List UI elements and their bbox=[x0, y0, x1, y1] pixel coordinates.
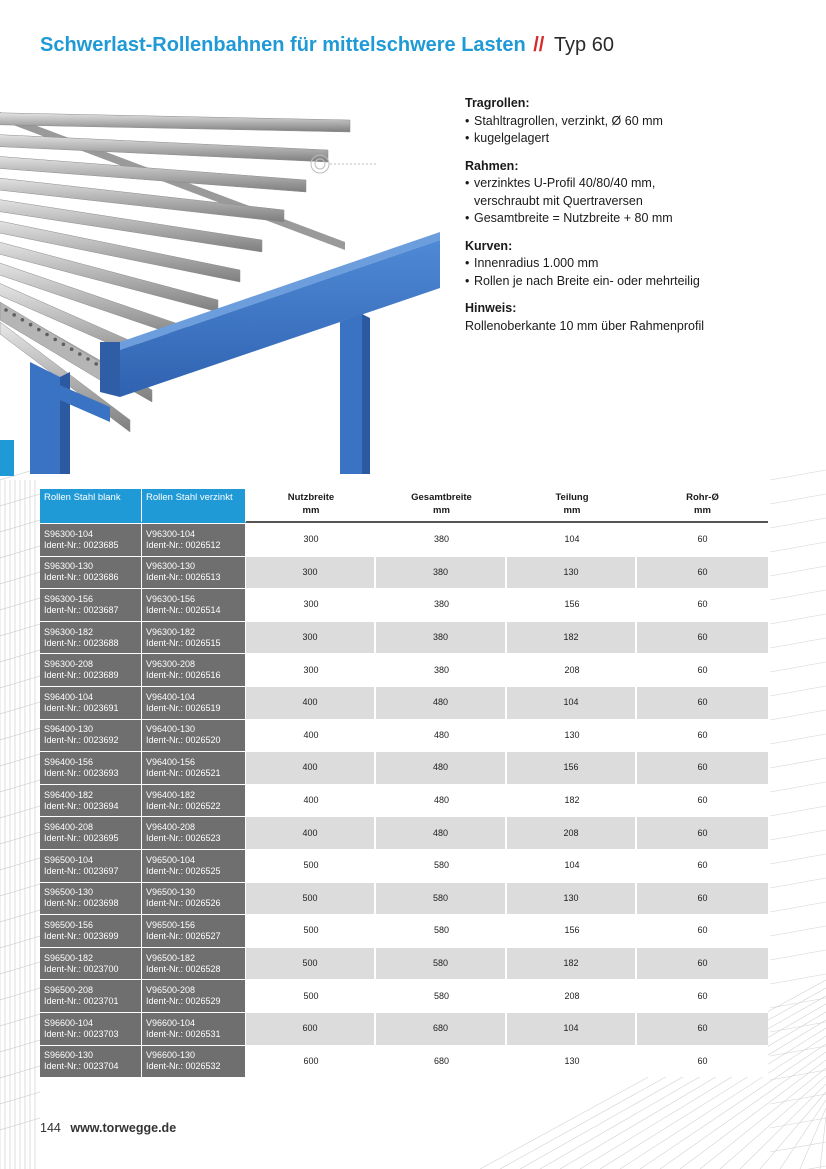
table-row bbox=[40, 588, 768, 621]
cell-gesamtbreite: 380 bbox=[376, 588, 507, 621]
spec-item bbox=[465, 175, 805, 210]
cell-article-verzinkt: V96400-130 Ident-Nr.: 0026520 bbox=[142, 719, 246, 752]
cell-article-verzinkt: V96500-130 Ident-Nr.: 0026526 bbox=[142, 882, 246, 915]
cell-nutzbreite: 400 bbox=[246, 686, 376, 719]
cell-article-blank: S96500-104 Ident-Nr.: 0023697 bbox=[40, 849, 142, 882]
cell-article-blank: S96600-130 Ident-Nr.: 0023704 bbox=[40, 1045, 142, 1078]
website-link[interactable]: www.torwegge.de bbox=[70, 1121, 177, 1135]
cell-gesamtbreite: 380 bbox=[376, 556, 507, 589]
cell-gesamtbreite: 580 bbox=[376, 979, 507, 1012]
cell-teilung: 156 bbox=[507, 588, 637, 621]
rail-hole bbox=[62, 343, 66, 347]
cell-gesamtbreite: 580 bbox=[376, 947, 507, 980]
cell-gesamtbreite: 580 bbox=[376, 882, 507, 915]
spec-heading-kurven: Kurven: bbox=[465, 238, 513, 253]
cell-teilung: 208 bbox=[507, 653, 637, 686]
specifications bbox=[465, 95, 805, 335]
cell-rohr: 60 bbox=[637, 621, 768, 654]
rail-hole bbox=[70, 347, 74, 351]
header-stahl-blank: Rollen Stahl blank bbox=[40, 489, 142, 523]
cell-article-blank: S96300-182 Ident-Nr.: 0023688 bbox=[40, 621, 142, 654]
cell-teilung: 104 bbox=[507, 523, 637, 556]
cell-article-blank: S96300-130 Ident-Nr.: 0023686 bbox=[40, 556, 142, 589]
cell-teilung: 182 bbox=[507, 784, 637, 817]
cell-nutzbreite: 400 bbox=[246, 816, 376, 849]
table-row bbox=[40, 947, 768, 980]
rail-hole bbox=[86, 357, 90, 361]
title-type: Typ 60 bbox=[553, 34, 614, 56]
rail-hole bbox=[45, 333, 49, 337]
cell-nutzbreite: 500 bbox=[246, 914, 376, 947]
product-table bbox=[40, 489, 768, 1077]
table-row bbox=[40, 523, 768, 556]
cell-gesamtbreite: 580 bbox=[376, 849, 507, 882]
cell-gesamtbreite: 380 bbox=[376, 523, 507, 556]
header-stahl-verzinkt: Rollen Stahl verzinkt bbox=[142, 489, 246, 523]
cell-teilung: 104 bbox=[507, 849, 637, 882]
header-teilung: Teilung mm bbox=[507, 489, 637, 523]
spec-item-multiline: verzinktes U-Profil 40/80/40 mm, verschraubt mit Quertraversen bbox=[474, 176, 656, 208]
table-row bbox=[40, 751, 768, 784]
roller bbox=[0, 133, 328, 162]
cell-gesamtbreite: 480 bbox=[376, 686, 507, 719]
cell-rohr: 60 bbox=[637, 1045, 768, 1078]
rail-hole bbox=[78, 352, 82, 356]
cell-nutzbreite: 400 bbox=[246, 751, 376, 784]
cell-gesamtbreite: 480 bbox=[376, 751, 507, 784]
header-nutzbreite: Nutzbreite mm bbox=[246, 489, 376, 523]
roller-conveyor-image bbox=[0, 92, 445, 474]
table-row bbox=[40, 784, 768, 817]
cell-rohr: 60 bbox=[637, 816, 768, 849]
roller bbox=[0, 112, 350, 132]
cell-article-verzinkt: V96500-208 Ident-Nr.: 0026529 bbox=[142, 979, 246, 1012]
cell-teilung: 130 bbox=[507, 719, 637, 752]
cell-article-verzinkt: V96300-130 Ident-Nr.: 0026513 bbox=[142, 556, 246, 589]
cell-article-verzinkt: V96300-156 Ident-Nr.: 0026514 bbox=[142, 588, 246, 621]
cell-nutzbreite: 600 bbox=[246, 1012, 376, 1045]
cell-rohr: 60 bbox=[637, 686, 768, 719]
table-row bbox=[40, 979, 768, 1012]
cell-nutzbreite: 400 bbox=[246, 784, 376, 817]
cell-article-blank: S96500-208 Ident-Nr.: 0023701 bbox=[40, 979, 142, 1012]
table-row bbox=[40, 556, 768, 589]
table-row bbox=[40, 882, 768, 915]
cell-teilung: 208 bbox=[507, 816, 637, 849]
cell-teilung: 104 bbox=[507, 1012, 637, 1045]
rail-hole bbox=[4, 308, 8, 312]
table-row bbox=[40, 816, 768, 849]
cell-article-blank: S96400-130 Ident-Nr.: 0023692 bbox=[40, 719, 142, 752]
cell-rohr: 60 bbox=[637, 784, 768, 817]
cell-article-verzinkt: V96600-130 Ident-Nr.: 0026532 bbox=[142, 1045, 246, 1078]
cell-teilung: 104 bbox=[507, 686, 637, 719]
cell-teilung: 130 bbox=[507, 1045, 637, 1078]
page-footer bbox=[40, 1121, 176, 1135]
cell-rohr: 60 bbox=[637, 882, 768, 915]
cell-teilung: 130 bbox=[507, 882, 637, 915]
rail-hole bbox=[29, 323, 33, 327]
header-gesamtbreite: Gesamtbreite mm bbox=[376, 489, 507, 523]
cell-article-verzinkt: V96400-156 Ident-Nr.: 0026521 bbox=[142, 751, 246, 784]
cell-rohr: 60 bbox=[637, 556, 768, 589]
cell-gesamtbreite: 680 bbox=[376, 1012, 507, 1045]
table-row bbox=[40, 686, 768, 719]
cell-gesamtbreite: 480 bbox=[376, 816, 507, 849]
cell-article-verzinkt: V96400-208 Ident-Nr.: 0026523 bbox=[142, 816, 246, 849]
cell-rohr: 60 bbox=[637, 588, 768, 621]
spec-note: Rollenoberkante 10 mm über Rahmenprofil bbox=[465, 318, 705, 333]
cell-gesamtbreite: 380 bbox=[376, 621, 507, 654]
cell-teilung: 156 bbox=[507, 751, 637, 784]
cell-nutzbreite: 600 bbox=[246, 1045, 376, 1078]
cell-teilung: 130 bbox=[507, 556, 637, 589]
table-row bbox=[40, 1045, 768, 1078]
cell-rohr: 60 bbox=[637, 849, 768, 882]
spec-heading-hinweis: Hinweis: bbox=[465, 301, 517, 315]
spec-item: • Innenradius 1.000 mm bbox=[465, 255, 805, 273]
cell-article-verzinkt: V96300-182 Ident-Nr.: 0026515 bbox=[142, 621, 246, 654]
spec-item: • Gesamtbreite = Nutzbreite + 80 mm bbox=[465, 210, 805, 228]
cell-nutzbreite: 300 bbox=[246, 588, 376, 621]
cell-rohr: 60 bbox=[637, 947, 768, 980]
rail-hole bbox=[12, 313, 16, 317]
page-title bbox=[40, 34, 614, 57]
table-header-row bbox=[40, 489, 768, 523]
cell-nutzbreite: 500 bbox=[246, 882, 376, 915]
title-main: Schwerlast-Rollenbahnen für mittelschwere Lasten bbox=[40, 34, 526, 56]
cell-rohr: 60 bbox=[637, 1012, 768, 1045]
cell-article-blank: S96500-130 Ident-Nr.: 0023698 bbox=[40, 882, 142, 915]
cell-rohr: 60 bbox=[637, 914, 768, 947]
cell-rohr: 60 bbox=[637, 719, 768, 752]
cell-article-blank: S96400-156 Ident-Nr.: 0023693 bbox=[40, 751, 142, 784]
page-number: 144 bbox=[40, 1121, 61, 1135]
cell-article-blank: S96400-208 Ident-Nr.: 0023695 bbox=[40, 816, 142, 849]
spec-item: • Rollen je nach Breite ein- oder mehrteilig bbox=[465, 273, 805, 291]
cell-teilung: 156 bbox=[507, 914, 637, 947]
cell-article-blank: S96500-182 Ident-Nr.: 0023700 bbox=[40, 947, 142, 980]
cell-article-verzinkt: V96400-104 Ident-Nr.: 0026519 bbox=[142, 686, 246, 719]
cell-nutzbreite: 300 bbox=[246, 653, 376, 686]
cell-rohr: 60 bbox=[637, 653, 768, 686]
cell-article-blank: S96400-104 Ident-Nr.: 0023691 bbox=[40, 686, 142, 719]
cell-rohr: 60 bbox=[637, 523, 768, 556]
cell-article-verzinkt: V96500-182 Ident-Nr.: 0026528 bbox=[142, 947, 246, 980]
cell-article-verzinkt: V96500-104 Ident-Nr.: 0026525 bbox=[142, 849, 246, 882]
cell-nutzbreite: 400 bbox=[246, 719, 376, 752]
cell-teilung: 182 bbox=[507, 621, 637, 654]
cell-article-verzinkt: V96300-104 Ident-Nr.: 0026512 bbox=[142, 523, 246, 556]
spec-item: • kugelgelagert bbox=[465, 130, 805, 148]
table-row bbox=[40, 621, 768, 654]
table-row bbox=[40, 849, 768, 882]
cell-gesamtbreite: 480 bbox=[376, 784, 507, 817]
table-row bbox=[40, 653, 768, 686]
cell-nutzbreite: 500 bbox=[246, 947, 376, 980]
cell-article-blank: S96300-156 Ident-Nr.: 0023687 bbox=[40, 588, 142, 621]
header-rohr: Rohr-Ø mm bbox=[637, 489, 768, 523]
cell-gesamtbreite: 680 bbox=[376, 1045, 507, 1078]
rail-hole bbox=[53, 338, 57, 342]
cell-article-verzinkt: V96400-182 Ident-Nr.: 0026522 bbox=[142, 784, 246, 817]
rail-hole bbox=[37, 328, 41, 332]
cell-article-verzinkt: V96600-104 Ident-Nr.: 0026531 bbox=[142, 1012, 246, 1045]
cell-article-blank: S96600-104 Ident-Nr.: 0023703 bbox=[40, 1012, 142, 1045]
table-row bbox=[40, 719, 768, 752]
cell-gesamtbreite: 480 bbox=[376, 719, 507, 752]
cell-nutzbreite: 300 bbox=[246, 556, 376, 589]
cell-article-verzinkt: V96500-156 Ident-Nr.: 0026527 bbox=[142, 914, 246, 947]
cell-article-verzinkt: V96300-208 Ident-Nr.: 0026516 bbox=[142, 653, 246, 686]
rail-hole bbox=[94, 362, 98, 366]
rail-hole bbox=[21, 318, 25, 322]
cell-nutzbreite: 500 bbox=[246, 979, 376, 1012]
table-row bbox=[40, 914, 768, 947]
cell-article-blank: S96500-156 Ident-Nr.: 0023699 bbox=[40, 914, 142, 947]
title-separator: // bbox=[533, 34, 545, 56]
cell-gesamtbreite: 580 bbox=[376, 914, 507, 947]
cell-teilung: 182 bbox=[507, 947, 637, 980]
cell-rohr: 60 bbox=[637, 751, 768, 784]
cell-nutzbreite: 300 bbox=[246, 621, 376, 654]
cell-gesamtbreite: 380 bbox=[376, 653, 507, 686]
cell-rohr: 60 bbox=[637, 979, 768, 1012]
spec-heading-tragrollen: Tragrollen: bbox=[465, 96, 530, 110]
cell-article-blank: S96300-208 Ident-Nr.: 0023689 bbox=[40, 653, 142, 686]
cell-nutzbreite: 300 bbox=[246, 523, 376, 556]
cell-nutzbreite: 500 bbox=[246, 849, 376, 882]
cell-teilung: 208 bbox=[507, 979, 637, 1012]
spec-item: • Stahltragrollen, verzinkt, Ø 60 mm bbox=[465, 113, 805, 131]
spec-heading-rahmen: Rahmen: bbox=[465, 158, 519, 173]
table-row bbox=[40, 1012, 768, 1045]
cell-article-blank: S96400-182 Ident-Nr.: 0023694 bbox=[40, 784, 142, 817]
cell-article-blank: S96300-104 Ident-Nr.: 0023685 bbox=[40, 523, 142, 556]
